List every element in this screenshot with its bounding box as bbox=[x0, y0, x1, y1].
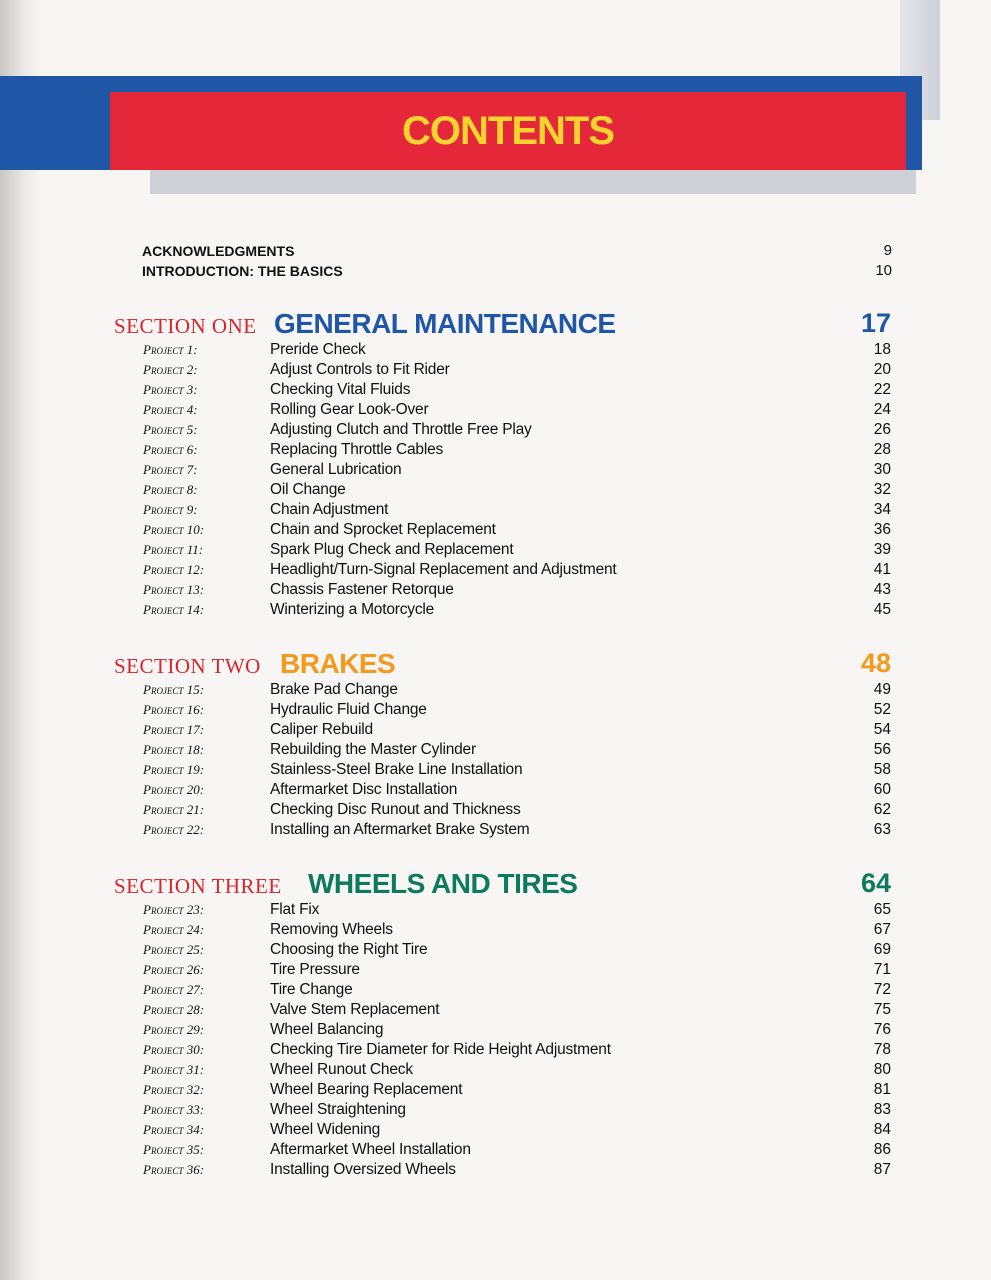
project-page: 67 bbox=[873, 921, 891, 938]
toc-row[interactable] bbox=[0, 500, 991, 520]
project-page: 87 bbox=[873, 1161, 891, 1178]
toc-row[interactable] bbox=[0, 560, 991, 580]
project-number: Project 5: bbox=[143, 422, 198, 437]
project-number: Project 1: bbox=[143, 342, 198, 357]
toc-row[interactable] bbox=[0, 600, 991, 620]
project-page: 72 bbox=[873, 981, 891, 998]
project-title: Installing Oversized Wheels bbox=[270, 1161, 456, 1178]
toc-row[interactable] bbox=[0, 1040, 991, 1060]
toc-row[interactable] bbox=[0, 380, 991, 400]
toc-row[interactable] bbox=[0, 800, 991, 820]
project-title: Valve Stem Replacement bbox=[270, 1001, 440, 1018]
project-page: 76 bbox=[873, 1021, 891, 1038]
project-title: Headlight/Turn-Signal Replacement and Adjustment bbox=[270, 561, 617, 578]
project-number: Project 30: bbox=[143, 1042, 205, 1057]
project-number: Project 2: bbox=[143, 362, 198, 377]
toc-row[interactable] bbox=[0, 580, 991, 600]
project-page: 45 bbox=[873, 601, 891, 618]
front-matter-page: 9 bbox=[883, 242, 892, 259]
project-page: 80 bbox=[873, 1061, 891, 1078]
project-page: 20 bbox=[873, 361, 891, 378]
project-title: Wheel Balancing bbox=[270, 1021, 384, 1038]
project-page: 22 bbox=[873, 381, 891, 398]
section-title: WHEELS AND TIRES bbox=[308, 868, 578, 899]
project-page: 43 bbox=[873, 581, 891, 598]
project-number: Project 29: bbox=[143, 1022, 205, 1037]
project-number: Project 25: bbox=[143, 942, 205, 957]
project-title: Wheel Widening bbox=[270, 1121, 381, 1138]
project-title: Wheel Runout Check bbox=[270, 1061, 413, 1078]
project-number: Project 27: bbox=[143, 982, 205, 997]
project-page: 39 bbox=[873, 541, 891, 558]
toc-row[interactable] bbox=[0, 1160, 991, 1180]
toc-row[interactable] bbox=[0, 1140, 991, 1160]
toc-row[interactable] bbox=[0, 520, 991, 540]
toc-row[interactable] bbox=[0, 1000, 991, 1020]
project-number: Project 20: bbox=[143, 782, 205, 797]
toc-row[interactable] bbox=[0, 1100, 991, 1120]
section-title: GENERAL MAINTENANCE bbox=[274, 308, 616, 339]
front-matter-label: INTRODUCTION: THE BASICS bbox=[142, 263, 343, 279]
project-number: Project 34: bbox=[143, 1122, 205, 1137]
project-page: 75 bbox=[873, 1001, 891, 1018]
project-page: 41 bbox=[873, 561, 891, 578]
project-title: Wheel Straightening bbox=[270, 1101, 406, 1118]
project-title: Flat Fix bbox=[270, 901, 320, 918]
project-number: Project 21: bbox=[143, 802, 205, 817]
project-number: Project 13: bbox=[143, 582, 205, 597]
section-label: SECTION THREE bbox=[114, 874, 282, 898]
toc-row[interactable] bbox=[0, 720, 991, 740]
project-title: General Lubrication bbox=[270, 461, 402, 478]
project-page: 18 bbox=[873, 341, 891, 358]
project-number: Project 10: bbox=[143, 522, 205, 537]
project-number: Project 18: bbox=[143, 742, 205, 757]
project-number: Project 8: bbox=[143, 482, 198, 497]
project-title: Removing Wheels bbox=[270, 921, 393, 938]
project-page: 83 bbox=[873, 1101, 891, 1118]
project-title: Chain Adjustment bbox=[270, 501, 389, 518]
project-title: Winterizing a Motorcycle bbox=[270, 601, 435, 618]
project-number: Project 7: bbox=[143, 462, 198, 477]
project-page: 63 bbox=[873, 821, 891, 838]
front-matter-page: 10 bbox=[875, 262, 892, 279]
project-title: Brake Pad Change bbox=[270, 681, 398, 698]
project-page: 56 bbox=[873, 741, 891, 758]
project-page: 30 bbox=[873, 461, 891, 478]
project-number: Project 6: bbox=[143, 442, 198, 457]
project-number: Project 26: bbox=[143, 962, 205, 977]
project-number: Project 32: bbox=[143, 1082, 205, 1097]
project-title: Tire Change bbox=[270, 981, 353, 998]
section-page: 17 bbox=[860, 308, 891, 338]
toc-row[interactable] bbox=[0, 820, 991, 840]
project-number: Project 36: bbox=[143, 1162, 205, 1177]
project-title: Adjusting Clutch and Throttle Free Play bbox=[270, 421, 532, 438]
toc-row[interactable] bbox=[0, 480, 991, 500]
project-title: Hydraulic Fluid Change bbox=[270, 701, 427, 718]
project-number: Project 23: bbox=[143, 902, 205, 917]
section-title: BRAKES bbox=[280, 648, 396, 679]
toc-row[interactable] bbox=[0, 700, 991, 720]
project-number: Project 11: bbox=[143, 542, 204, 557]
project-title: Rebuilding the Master Cylinder bbox=[270, 741, 476, 758]
toc-row[interactable] bbox=[0, 340, 991, 360]
toc-row[interactable] bbox=[0, 980, 991, 1000]
section-label: SECTION ONE bbox=[114, 314, 257, 338]
project-title: Choosing the Right Tire bbox=[270, 941, 428, 958]
project-number: Project 14: bbox=[143, 602, 205, 617]
project-page: 60 bbox=[873, 781, 891, 798]
section-label: SECTION TWO bbox=[114, 654, 261, 678]
header-shadow bbox=[150, 170, 916, 194]
project-page: 52 bbox=[873, 701, 891, 718]
project-title: Caliper Rebuild bbox=[270, 721, 373, 738]
project-title: Checking Vital Fluids bbox=[270, 381, 411, 398]
toc-row[interactable] bbox=[0, 1120, 991, 1140]
toc-row[interactable] bbox=[0, 1080, 991, 1100]
project-title: Tire Pressure bbox=[270, 961, 360, 978]
project-page: 65 bbox=[873, 901, 891, 918]
section-header[interactable] bbox=[0, 868, 991, 904]
project-page: 69 bbox=[873, 941, 891, 958]
project-title: Preride Check bbox=[270, 341, 366, 358]
toc-row[interactable] bbox=[0, 360, 991, 380]
header-title-box bbox=[110, 92, 906, 170]
project-page: 32 bbox=[873, 481, 891, 498]
project-number: Project 28: bbox=[143, 1002, 205, 1017]
project-number: Project 12: bbox=[143, 562, 205, 577]
project-title: Installing an Aftermarket Brake System bbox=[270, 821, 530, 838]
toc-row[interactable] bbox=[0, 540, 991, 560]
toc-row[interactable] bbox=[0, 960, 991, 980]
project-title: Oil Change bbox=[270, 481, 346, 498]
project-page: 58 bbox=[873, 761, 891, 778]
project-page: 62 bbox=[873, 801, 891, 818]
project-number: Project 19: bbox=[143, 762, 205, 777]
section-header[interactable] bbox=[0, 308, 991, 344]
project-number: Project 9: bbox=[143, 502, 198, 517]
toc-row[interactable] bbox=[0, 900, 991, 920]
project-title: Checking Tire Diameter for Ride Height Adjustment bbox=[270, 1041, 611, 1058]
project-number: Project 24: bbox=[143, 922, 205, 937]
toc-row[interactable] bbox=[0, 940, 991, 960]
toc-row[interactable] bbox=[0, 1020, 991, 1040]
toc-row[interactable] bbox=[0, 440, 991, 460]
project-number: Project 31: bbox=[143, 1062, 205, 1077]
project-number: Project 35: bbox=[143, 1142, 205, 1157]
project-number: Project 4: bbox=[143, 402, 198, 417]
project-page: 78 bbox=[873, 1041, 891, 1058]
project-number: Project 33: bbox=[143, 1102, 205, 1117]
project-page: 84 bbox=[873, 1121, 891, 1138]
toc-row[interactable] bbox=[0, 920, 991, 940]
project-title: Checking Disc Runout and Thickness bbox=[270, 801, 521, 818]
project-title: Wheel Bearing Replacement bbox=[270, 1081, 463, 1098]
toc-row[interactable] bbox=[0, 460, 991, 480]
project-page: 34 bbox=[873, 501, 891, 518]
project-number: Project 22: bbox=[143, 822, 205, 837]
project-page: 26 bbox=[873, 421, 891, 438]
project-title: Aftermarket Disc Installation bbox=[270, 781, 458, 798]
project-number: Project 17: bbox=[143, 722, 205, 737]
project-title: Chain and Sprocket Replacement bbox=[270, 521, 496, 538]
project-number: Project 3: bbox=[143, 382, 198, 397]
project-page: 71 bbox=[873, 961, 891, 978]
toc-row[interactable] bbox=[0, 420, 991, 440]
toc-row[interactable] bbox=[0, 780, 991, 800]
toc-row[interactable] bbox=[0, 680, 991, 700]
section-page: 48 bbox=[860, 648, 891, 678]
project-page: 54 bbox=[873, 721, 891, 738]
project-title: Aftermarket Wheel Installation bbox=[270, 1141, 471, 1158]
project-number: Project 16: bbox=[143, 702, 205, 717]
project-title: Spark Plug Check and Replacement bbox=[270, 541, 514, 558]
project-page: 28 bbox=[873, 441, 891, 458]
toc-row[interactable] bbox=[0, 400, 991, 420]
toc-row[interactable] bbox=[0, 760, 991, 780]
project-page: 24 bbox=[873, 401, 891, 418]
project-page: 49 bbox=[873, 681, 891, 698]
toc-row[interactable] bbox=[0, 740, 991, 760]
project-title: Adjust Controls to Fit Rider bbox=[270, 361, 450, 378]
page-title: CONTENTS bbox=[402, 108, 614, 153]
project-title: Chassis Fastener Retorque bbox=[270, 581, 454, 598]
project-title: Rolling Gear Look-Over bbox=[270, 401, 429, 418]
project-title: Stainless-Steel Brake Line Installation bbox=[270, 761, 523, 778]
section-header[interactable] bbox=[0, 648, 991, 684]
project-page: 86 bbox=[873, 1141, 891, 1158]
project-number: Project 15: bbox=[143, 682, 205, 697]
toc-row[interactable] bbox=[0, 1060, 991, 1080]
project-title: Replacing Throttle Cables bbox=[270, 441, 444, 458]
front-matter-label: ACKNOWLEDGMENTS bbox=[142, 243, 295, 259]
project-page: 36 bbox=[873, 521, 891, 538]
project-page: 81 bbox=[873, 1081, 891, 1098]
section-page: 64 bbox=[860, 868, 891, 898]
